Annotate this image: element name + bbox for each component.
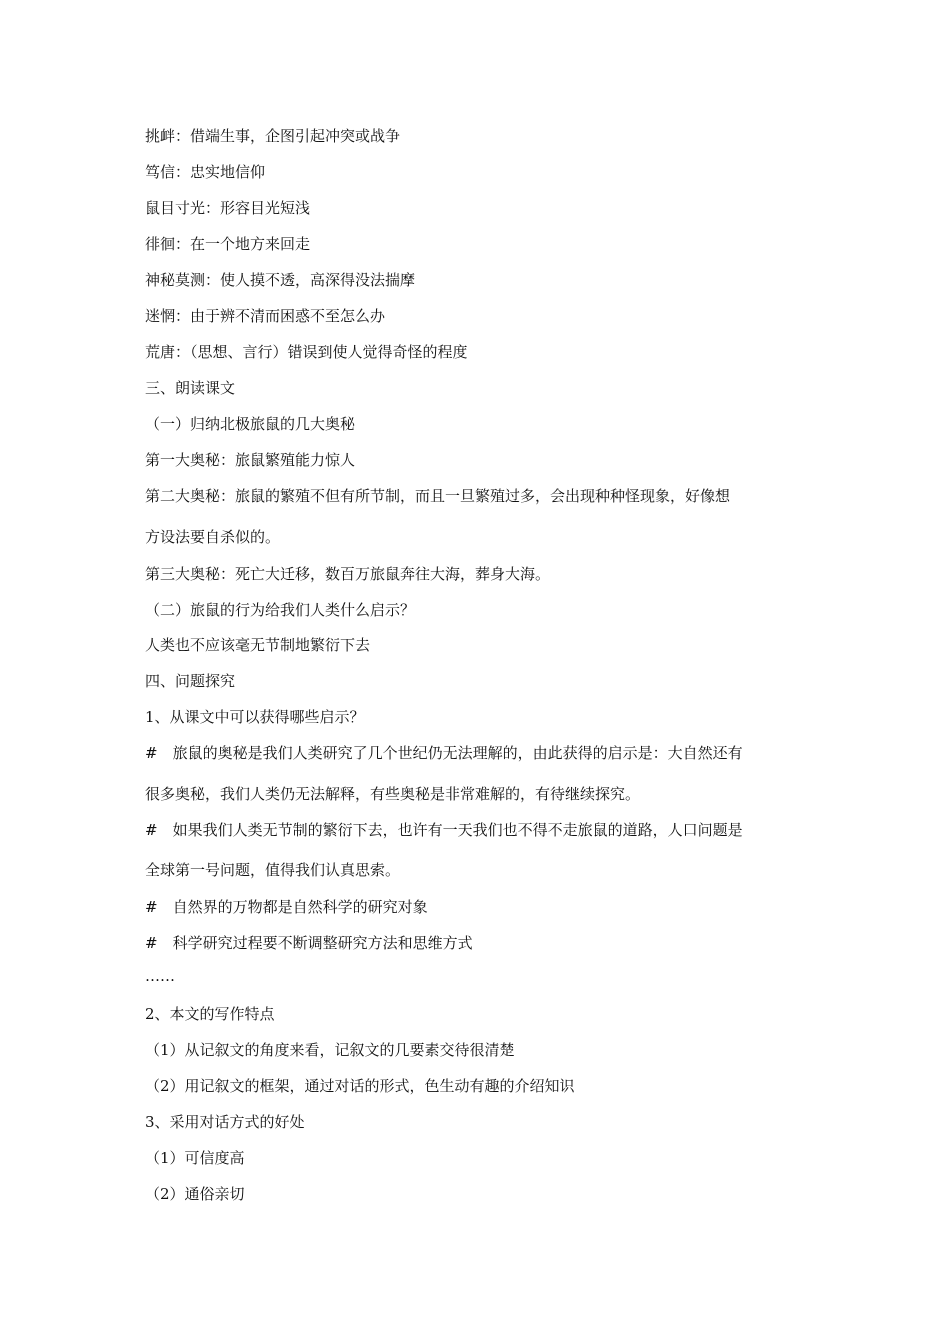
text-line: 荒唐：（思想、言行）错误到使人觉得奇怪的程度 [145, 343, 468, 361]
text-line: 方设法要自杀似的。 [145, 528, 281, 546]
text-line: 很多奥秘，我们人类仍无法解释，有些奥秘是非常难解的，有待继续探究。 [145, 785, 641, 803]
text-line: （1）从记叙文的角度来看，记叙文的几要素交待很清楚 [145, 1041, 515, 1059]
text-line: 全球第一号问题，值得我们认真思索。 [145, 861, 401, 879]
bullet-line: # 旅鼠的奥秘是我们人类研究了几个世纪仍无法理解的，由此获得的启示是：大自然还有 [145, 744, 743, 762]
text-line: 鼠目寸光：形容目光短浅 [145, 199, 311, 217]
bullet-line: # 如果我们人类无节制的繁衍下去，也许有一天我们也不得不走旅鼠的道路，人口问题是 [145, 821, 743, 839]
text-line: 迷惘：由于辨不清而困惑不至怎么办 [145, 307, 386, 325]
section-heading: 三、朗读课文 [145, 379, 236, 397]
text-line: 挑衅：借端生事，企图引起冲突或战争 [145, 127, 401, 145]
bullet-line: # 科学研究过程要不断调整研究方法和思维方式 [145, 934, 473, 952]
text-line: 神秘莫测：使人摸不透，高深得没法揣摩 [145, 271, 416, 289]
ellipsis: …… [145, 967, 175, 985]
text-line: （2）用记叙文的框架，通过对话的形式，色生动有趣的介绍知识 [145, 1077, 575, 1095]
bullet-line: # 自然界的万物都是自然科学的研究对象 [145, 898, 428, 916]
text-line: 第三大奥秘：死亡大迁移，数百万旅鼠奔往大海，葬身大海。 [145, 565, 551, 583]
text-line: 人类也不应该毫无节制地繁衍下去 [145, 636, 371, 654]
question-heading: 1、从课文中可以获得哪些启示？ [145, 708, 365, 726]
text-line: 第二大奥秘：旅鼠的繁殖不但有所节制，而且一旦繁殖过多，会出现种种怪现象，好像想 [145, 487, 731, 505]
subsection-heading: （二）旅鼠的行为给我们人类什么启示？ [145, 601, 416, 619]
section-heading: 四、问题探究 [145, 672, 236, 690]
question-heading: 3、采用对话方式的好处 [145, 1113, 305, 1131]
text-line: 徘徊：在一个地方来回走 [145, 235, 311, 253]
text-line: 第一大奥秘：旅鼠繁殖能力惊人 [145, 451, 356, 469]
text-line: （1）可信度高 [145, 1149, 245, 1167]
question-heading: 2、本文的写作特点 [145, 1005, 275, 1023]
subsection-heading: （一）归纳北极旅鼠的几大奥秘 [145, 415, 356, 433]
text-line: 笃信：忠实地信仰 [145, 163, 266, 181]
text-line: （2）通俗亲切 [145, 1185, 245, 1203]
